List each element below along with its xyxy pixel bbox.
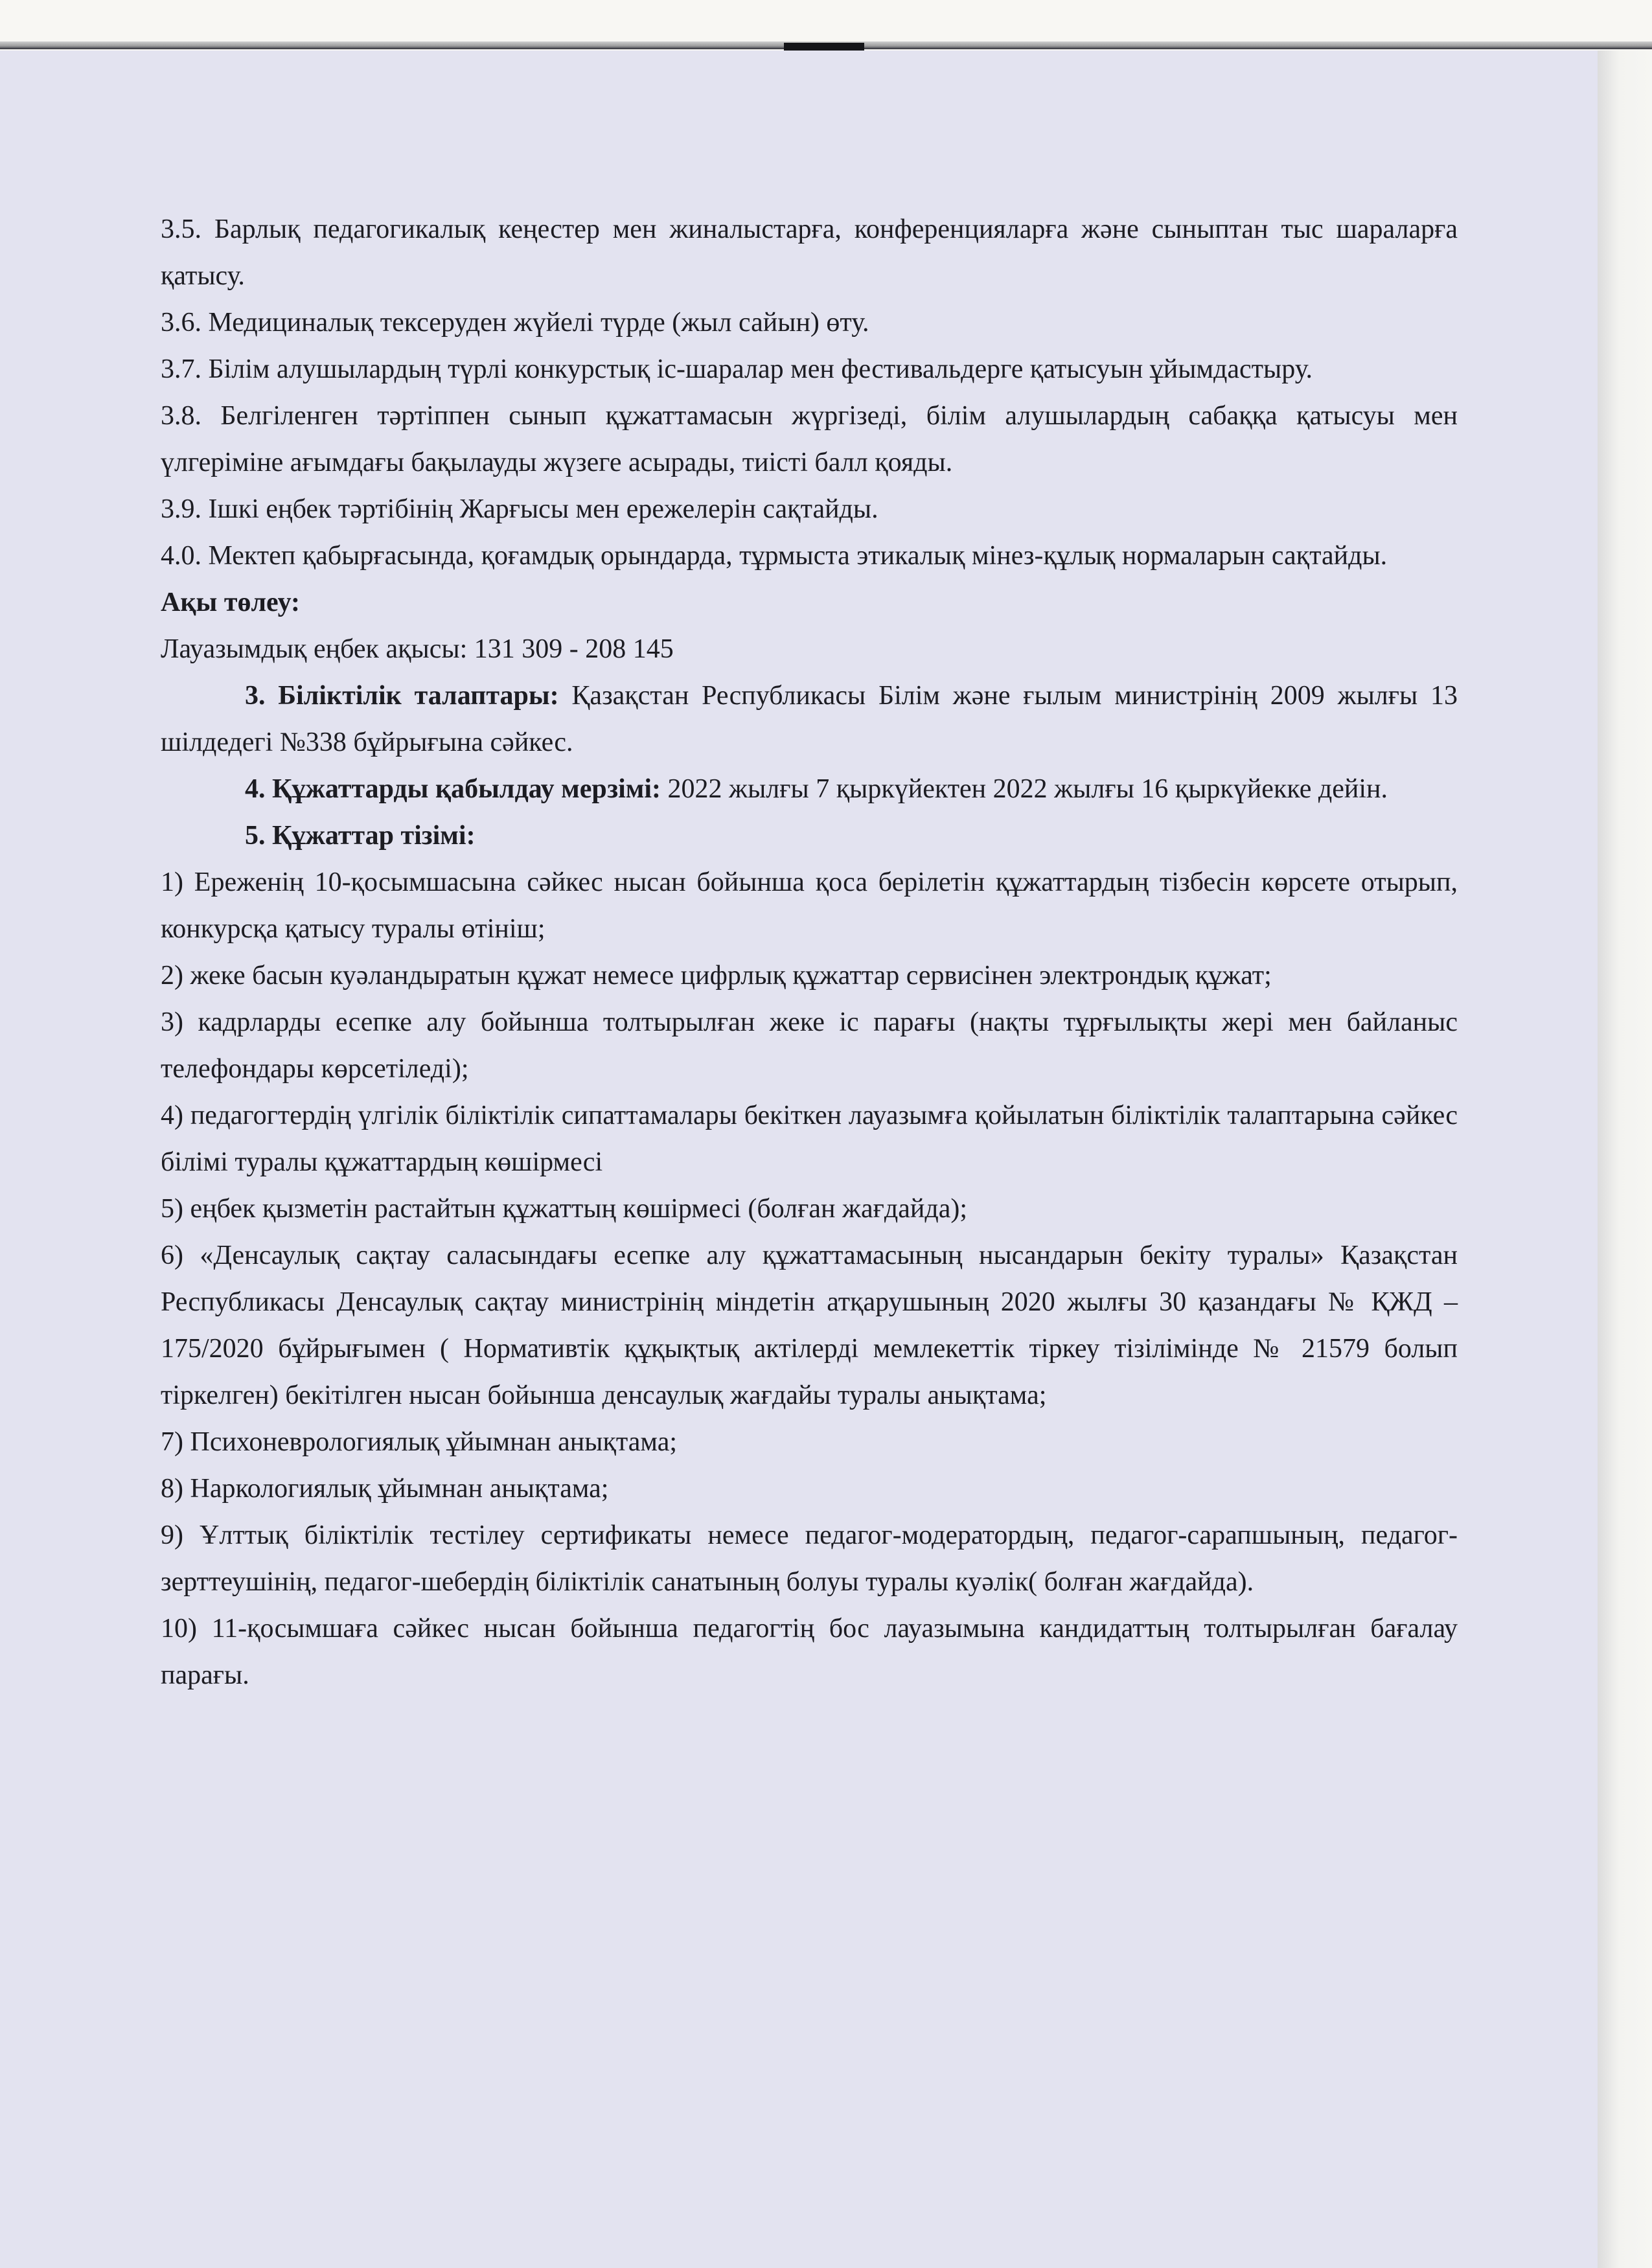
duty-item-3-5: 3.5. Барлық педагогикалық кеңестер мен жиналыстарға, конференцияларға және сыныптан тыс шараларға қатысу.: [161, 214, 1458, 291]
document-item-3: 3) кадрларды есепке алу бойынша толтырылған жеке іс парағы (нақты тұрғылықты жері мен байланыс телефондары көрсетіледі);: [161, 1007, 1458, 1084]
deadline-text: 2022 жылғы 7 қыркүйектен 2022 жылғы 16 қыркүйекке дейін.: [661, 774, 1388, 804]
qualification-text: Қазақстан Республикасы Білім және ғылым министрінің 2009 жылғы 13 шілдедегі №338 бұйрығына сәйкес.: [161, 681, 1458, 757]
duty-item-4-0: 4.0. Мектеп қабырғасында, қоғамдық орындарда, тұрмыста этикалық мінез-құлық нормаларын сақтайды.: [161, 541, 1388, 571]
scanner-side-strip: [1598, 51, 1652, 2268]
document-item-10: 10) 11-қосымшаға сәйкес нысан бойынша педагогтің бос лауазымына кандидаттың толтырылған бағалау парағы.: [161, 1614, 1458, 1690]
deadline-section: [161, 766, 1458, 812]
document-item-4: 4) педагогтердің үлгілік біліктілік сипаттамалары бекіткен лауазымға қойылатын біліктілік талаптарына сәйкес білімі туралы құжаттардың көшірмесі: [161, 1101, 1458, 1177]
document-item-8: 8) Наркологиялық ұйымнан анықтама;: [161, 1474, 609, 1504]
salary-label: Лауазымдық еңбек ақысы:: [161, 634, 468, 664]
salary-value: 131 309 - 208 145: [474, 634, 674, 664]
document-item-6: 6) «Денсаулық сақтау саласындағы есепке алу құжаттамасының нысандарын бекіту туралы» Қазақстан Республикасы Денсаулық сақтау министрінің міндетін атқарушының 2020 жылғы 30 қазандағы № ҚЖД – 175/2020 бұйрығымен ( Нормативтік құқықтық актілерді мемлекеттік тіркеу тізілімінде № 21579 болып тіркелген) бекітілген нысан бойынша денсаулық жағдайы туралы анықтама;: [161, 1241, 1458, 1410]
deadline-heading: 4. Құжаттарды қабылдау мерзімі:: [245, 774, 661, 804]
scanner-background: [0, 0, 1652, 43]
salary-line: [161, 626, 1458, 672]
qualification-section: [161, 672, 1458, 766]
duty-item-3-6: 3.6. Медициналық тексеруден жүйелі түрде (жыл сайын) өту.: [161, 308, 869, 338]
document-item-1: 1) Ереженің 10-қосымшасына сәйкес нысан бойынша қоса берілетін құжаттардың тізбесін көрсете отырып, конкурсқа қатысу туралы өтініш;: [161, 867, 1458, 944]
payment-heading: Ақы төлеу:: [161, 588, 301, 617]
qualification-heading: 3. Біліктілік талаптары:: [245, 681, 559, 711]
document-item-5: 5) еңбек қызметін растайтын құжаттың көшірмесі (болған жағдайда);: [161, 1194, 968, 1224]
document-body: [161, 206, 1458, 1699]
duty-item-3-8: 3.8. Белгіленген тәртіппен сынып құжаттамасын жүргізеді, білім алушылардың сабаққа қатысуы мен үлгеріміне ағымдағы бақылауды жүзеге асырады, тиісті балл қояды.: [161, 401, 1458, 477]
document-item-7: 7) Психоневрологиялық ұйымнан анықтама;: [161, 1427, 678, 1457]
document-item-9: 9) Ұлттық біліктілік тестілеу сертификаты немесе педагог-модератордың, педагог-сарапшының, педагог-зерттеушінің, педагог-шебердің біліктілік санатының болуы туралы куәлік( болған жағдайда).: [161, 1520, 1458, 1597]
documents-heading: 5. Құжаттар тізімі:: [245, 821, 476, 851]
document-item-2: 2) жеке басын куәландыратын құжат немесе цифрлық құжаттар сервисінен электрондық құжат;: [161, 961, 1272, 991]
duty-item-3-9: 3.9. Ішкі еңбек тәртібінің Жарғысы мен ережелерін сақтайды.: [161, 494, 878, 524]
duty-item-3-7: 3.7. Білім алушылардың түрлі конкурстық іс-шаралар мен фестивальдерге қатысуын ұйымдастыру.: [161, 354, 1313, 384]
